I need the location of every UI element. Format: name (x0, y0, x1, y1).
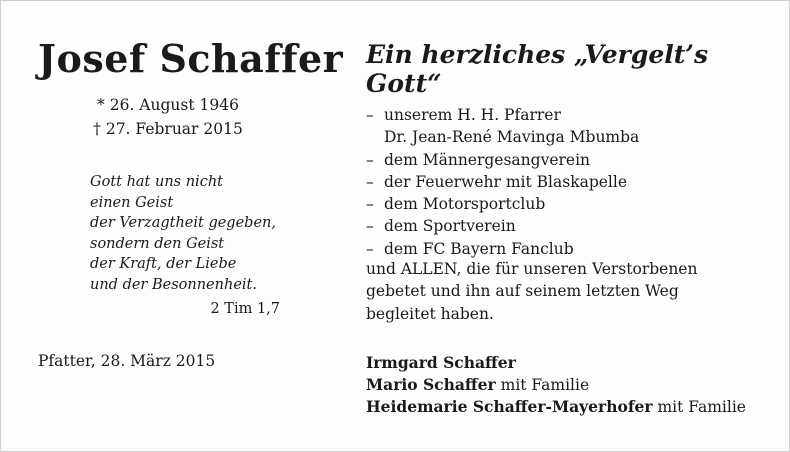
signer-name: Irmgard Schaffer (366, 353, 516, 372)
signers (366, 352, 746, 418)
signer-name: Mario Schaffer (366, 375, 496, 394)
verse-line: der Verzagtheit gegeben, (90, 215, 276, 231)
signer (366, 374, 746, 396)
signer-suffix: mit Familie (500, 376, 590, 394)
signer-suffix: mit Familie (657, 398, 746, 416)
closing-text: und ALLEN, die für unseren Verstorbenen gebetet und ihn auf seinem letzten Weg begleitet haben. (366, 260, 698, 323)
dash: – (366, 106, 374, 124)
thanks-title: Ein herzliches „Vergelt’s Gott“ (366, 40, 709, 98)
dash: – (366, 239, 374, 258)
signer-name: Heidemarie Schaffer-Mayerhofer (366, 397, 653, 416)
verse-reference: 2 Tim 1,7 (210, 301, 280, 317)
thanks-item (366, 193, 766, 215)
dash: – (366, 195, 374, 214)
verse-line: und der Besonnenheit. (90, 276, 257, 293)
verse-line: der Kraft, der Liebe (90, 256, 237, 272)
deceased-name: Josef Schaffer (38, 36, 344, 81)
thanks-item (366, 149, 766, 171)
pastor-name: Dr. Jean-René Mavinga Mbumba (384, 128, 640, 147)
signer (366, 352, 746, 374)
place-and-date: Pfatter, 28. März 2015 (38, 352, 216, 370)
thanks-item (366, 104, 766, 149)
thanks-item (366, 238, 766, 260)
signer (366, 396, 746, 418)
life-dates (58, 93, 278, 141)
thanks-item-text: unserem H. H. Pfarrer (384, 106, 561, 124)
thanks-item-text: dem FC Bayern Fanclub (384, 239, 574, 258)
verse-line: einen Geist (90, 194, 174, 211)
thanks-item-text: dem Sportverein (384, 217, 516, 236)
thanks-item-text: dem Männergesangverein (384, 150, 591, 169)
thanks-item-text: der Feuerwehr mit Blaskapelle (384, 172, 628, 191)
dash: – (366, 217, 374, 236)
thanks-item (366, 215, 766, 237)
birth-date: * 26. August 1946 (97, 96, 239, 114)
thanks-item-text: dem Motorsportclub (384, 195, 546, 214)
thanks-list (366, 104, 766, 260)
verse-line: sondern den Geist (90, 235, 225, 252)
dash: – (366, 172, 374, 191)
bible-verse (90, 172, 280, 320)
death-date: † 27. Februar 2015 (93, 120, 243, 138)
verse-line: Gott hat uns nicht (90, 174, 223, 190)
thanks-item (366, 171, 766, 193)
dash: – (366, 150, 374, 169)
